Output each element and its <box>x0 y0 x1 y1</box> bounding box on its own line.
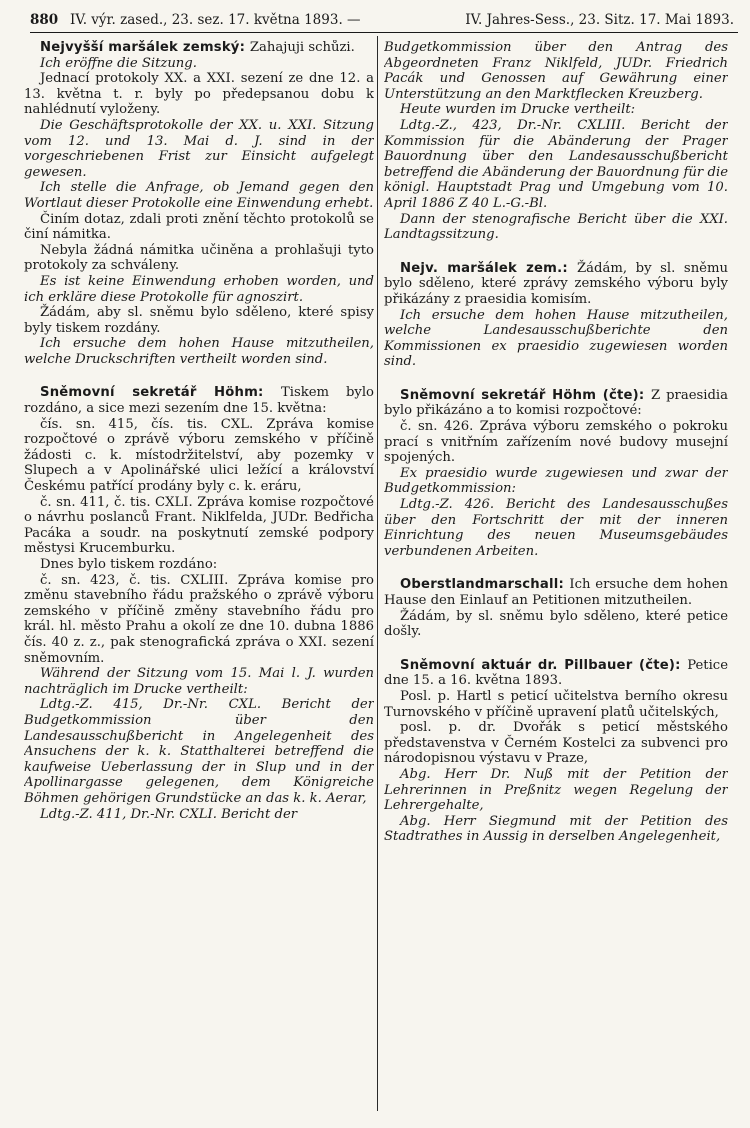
paragraph <box>384 419 728 466</box>
paragraph-text: č. sn. 411, č. tis. CXLI. Zpráva komise rozpočtové o návrhu poslanců Frant. Niklfelda, JUDr. Bedřicha Pacáka a soudr. na poskytnutí zemské podpory městysi Krucemburku. <box>24 494 374 557</box>
paragraph <box>24 385 374 416</box>
header-right-title: IV. Jahres-Sess., 23. Sitz. 17. Mai 1893. <box>465 12 734 28</box>
paragraph <box>24 212 374 243</box>
speaker-name: Sněmovní sekretář Höhm: <box>40 385 281 401</box>
paragraph-text: Abg. Herr Dr. Nuß mit der Petition der Lehrerinnen in Preßnitz wegen Regelung der Lehrergehalte, <box>384 766 728 814</box>
paragraph <box>24 336 374 367</box>
paragraph-text: Während der Sitzung vom 15. Mai l. J. wurden nachträglich im Drucke vertheilt: <box>24 666 374 697</box>
paragraph <box>24 697 374 806</box>
paragraph-text: č. sn. 426. Zpráva výboru zemského o pokroku prací s vnitřním zařízením nové budovy musejní spojených. <box>384 419 728 466</box>
paragraph <box>384 102 728 118</box>
paragraph-text: Ldtg.-Z. 415, Dr.-Nr. CXL. Bericht der Budgetkommission über den Landesausschußbericht in Angelegenheit des Ansuchens der k. k. Statthalterei betreffend die kaufweise Ueberlassung der in Slup und in der Apollinargasse gelegenen, dem Königreiche Böhmen gehörigen Grundstücke an das k. k. Aerar, <box>24 697 374 806</box>
header-left-title: IV. výr. zased., 23. sez. 17. května 1893. <box>70 12 343 28</box>
paragraph-text: Tiskem bylo rozdáno, a sice mezi sezením dne 15. května: <box>24 385 374 417</box>
paragraph-text: posl. p. dr. Dvořák s peticí městského představenstva v Černém Kostelci za subvenci pro národopisnou výstavu v Praze, <box>384 720 728 767</box>
paragraph <box>384 40 728 102</box>
paragraph <box>24 573 374 667</box>
paragraph <box>384 720 728 767</box>
paragraph-text: Z praesidia bylo přikázáno a to komisi rozpočtové: <box>384 387 728 419</box>
speaker-name: Sněmovní sekretář Höhm (čte): <box>400 387 651 403</box>
paragraph <box>384 577 728 608</box>
column-divider <box>377 36 378 1111</box>
paragraph-text: č. sn. 423, č. tis. CXLIII. Zpráva komise pro změnu stavebního řádu pražského o zprávě výboru zemského v příčině změny stavebního řádu pro král. hl. město Prahu a okolí ze dne 10. dubna 1886 čís. 40 z. z., pak stenografická zpráva o XXI. sezení sněmovním. <box>24 572 374 666</box>
page-header <box>30 8 738 33</box>
speaker-name: Oberstlandmarschall: <box>400 577 570 593</box>
paragraph-text: Dann der stenografische Bericht über die XXI. Landtagssitzung. <box>384 211 728 243</box>
paragraph-text: Die Geschäftsprotokolle der XX. u. XXI. Sitzung vom 12. und 13. Mai d. J. sind in der vorgeschriebenen Frist zur Einsicht aufgelegt gewesen. <box>24 117 374 180</box>
paragraph-text: Dnes bylo tiskem rozdáno: <box>40 557 218 572</box>
paragraph-text: Nebyla žádná námitka učiněna a prohlašuji tyto protokoly za schváleny. <box>24 242 374 274</box>
paragraph-text: Ich eröffne die Sitzung. <box>40 55 197 71</box>
paragraph-text: Petice dne 15. a 16. května 1893. <box>384 657 728 689</box>
paragraph <box>24 807 374 823</box>
paragraph-text: Ldtg.-Z. 411, Dr.-Nr. CXLI. Bericht der <box>40 806 298 822</box>
paragraph <box>384 658 728 689</box>
paragraph <box>384 388 728 419</box>
right-column <box>384 40 728 1120</box>
paragraph <box>384 497 728 559</box>
paragraph <box>24 243 374 274</box>
paragraph-text: Žádám, by sl. sněmu bylo sděleno, které zprávy zemského výboru byly přikázány z praesidia komisím. <box>384 260 728 307</box>
paragraph <box>24 71 374 118</box>
paragraph-text: Abg. Herr Siegmund mit der Petition des Stadtrathes in Aussig in derselben Angelegenheit, <box>384 813 728 845</box>
paragraph <box>24 666 374 697</box>
paragraph <box>24 180 374 211</box>
paragraph <box>384 118 728 212</box>
paragraph-text: Heute wurden im Drucke vertheilt: <box>400 102 636 118</box>
paragraph-text: Ldtg.-Z. 426. Bericht des Landesausschußes über den Fortschritt der mit der inneren Einrichtung des neuen Museumsgebäudes verbundenen Arbeiten. <box>384 497 728 559</box>
paragraph <box>24 118 374 180</box>
paragraph-text: Budgetkommission über den Antrag des Abgeordneten Franz Niklfeld, JUDr. Friedrich Pacák und Genossen auf Gewährung einer Unterstützung an den Marktflecken Kreuzberg. <box>384 40 728 102</box>
paragraph <box>384 212 728 243</box>
paragraph-text: Jednací protokoly XX. a XXI. sezení ze dne 12. a 13. května t. r. byly po předepsanou dobu k nahlédnutí vyloženy. <box>24 71 374 118</box>
paragraph-text: Zahajuji schůzi. <box>249 40 355 55</box>
paragraph-text: Činím dotaz, zdali proti znění těchto protokolů se činí námitka. <box>24 211 374 243</box>
paragraph <box>24 56 374 72</box>
page-number: 880 <box>30 12 59 28</box>
paragraph-text: Ich ersuche dem hohen Hause mitzutheilen, welche Druckschriften vertheilt worden sind. <box>24 336 374 367</box>
paragraph <box>24 40 374 56</box>
paragraph-text: Ich ersuche dem hohen Hause den Einlauf an Petitionen mitzutheilen. <box>384 577 728 608</box>
paragraph <box>384 609 728 640</box>
speaker-name: Nejvyšší maršálek zemský: <box>40 40 250 55</box>
header-title-row <box>70 8 361 32</box>
paragraph-text: Es ist keine Einwendung erhoben worden, und ich erkläre diese Protokolle für agnoszirt. <box>24 273 374 305</box>
speaker-name: Nejv. maršálek zem.: <box>400 260 578 276</box>
paragraph-text: Ex praesidio wurde zugewiesen und zwar der Budgetkommission: <box>384 465 728 497</box>
paragraph-text: Žádám, aby sl. sněmu bylo sděleno, které spisy byly tiskem rozdány. <box>24 305 374 336</box>
paragraph-text: Posl. p. Hartl s peticí učitelstva berního okresu Turnovského v příčině upravení platů učitelských, <box>384 688 728 720</box>
paragraph <box>384 261 728 308</box>
paragraph <box>384 689 728 720</box>
paragraph <box>384 814 728 845</box>
paragraph <box>24 495 374 557</box>
paragraph <box>24 305 374 336</box>
header-separator: — <box>347 12 361 28</box>
left-column <box>24 40 374 1120</box>
paragraph-text: Ldtg.-Z., 423, Dr.-Nr. CXLIII. Bericht der Kommission für die Abänderung der Prager Bauordnung über den Landesausschußbericht betreffend die Abänderung der Bauordnung für die königl. Hauptstadt Prag und Umgebung vom 10. April 1886 Z 40 L.-G.-Bl. <box>384 117 728 211</box>
speaker-name: Sněmovní aktuár dr. Pillbauer (čte): <box>400 657 688 673</box>
paragraph <box>24 274 374 305</box>
paragraph-text: Ich stelle die Anfrage, ob Jemand gegen den Wortlaut dieser Protokolle eine Einwendung erhebt. <box>24 180 374 211</box>
paragraph-text: Ich ersuche dem hohen Hause mitzutheilen, welche Landesausschußberichte den Kommissionen ex praesidio zugewiesen worden sind. <box>384 307 728 370</box>
paragraph <box>384 466 728 497</box>
paragraph <box>24 417 374 495</box>
paragraph-text: Žádám, by sl. sněmu bylo sděleno, které petice došly. <box>384 608 728 640</box>
paragraph <box>384 767 728 814</box>
paragraph-text: čís. sn. 415, čís. tis. CXL. Zpráva komise rozpočtové o zprávě výboru zemského v příčině žádosti c. k. místodržitelství, aby pozemky v Slupech a v Apolinářské ulici ležící a království Českému patřící prodány byly c. k. eráru, <box>24 416 374 495</box>
paragraph <box>384 308 728 370</box>
paragraph <box>24 557 374 573</box>
